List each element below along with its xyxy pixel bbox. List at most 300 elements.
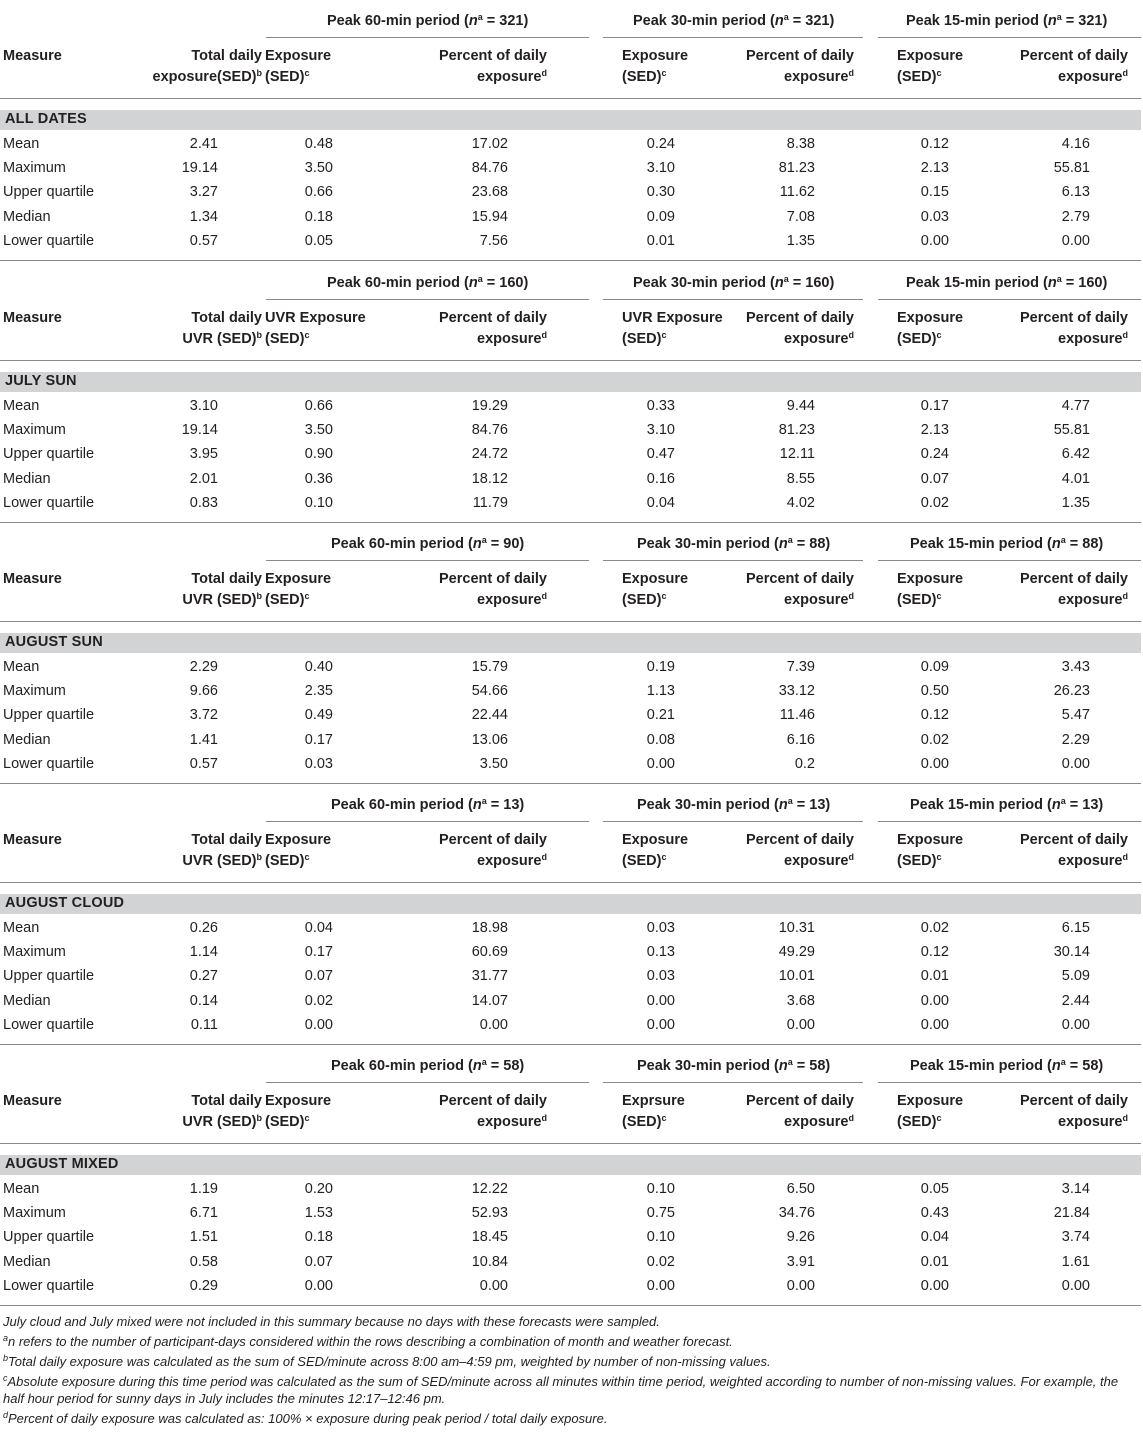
table-cell: 18.98 [471, 920, 508, 936]
table-cell: 0.36 [304, 470, 333, 487]
table-cell: 1.14 [189, 944, 218, 961]
text: ) [523, 275, 529, 291]
table-cell: 8.55 [786, 470, 815, 487]
text: (SED) [265, 592, 305, 608]
table-cell: 14.07 [471, 992, 508, 1009]
table-cell: 0.57 [189, 232, 218, 249]
text: exposure [784, 331, 849, 347]
table-cell: 0.90 [304, 446, 333, 463]
text: ) [1098, 1058, 1104, 1074]
text: exposure [784, 592, 849, 608]
table-cell: 0.66 [304, 398, 333, 414]
n-symbol: n [778, 797, 788, 813]
table-cell: 10.31 [778, 920, 815, 936]
table-cell: 0.00 [920, 992, 949, 1009]
text: ) [829, 13, 835, 29]
table-cell: 81.23 [778, 422, 815, 439]
text: ( [774, 797, 779, 813]
table-cell: 0.04 [920, 1229, 949, 1246]
table-cell: 0.02 [920, 920, 949, 936]
footnote-marker: c [936, 1113, 942, 1123]
row-label: Upper quartile [3, 707, 95, 724]
table-row [0, 919, 1141, 937]
header-rule [0, 98, 1141, 99]
text: ) [825, 536, 831, 552]
table-cell: 0.02 [304, 992, 333, 1009]
row-label: Median [3, 470, 51, 487]
row-label: Mean [3, 1181, 40, 1197]
table-cell: 1.61 [1061, 1253, 1090, 1270]
footnote-a [3, 1333, 733, 1350]
n-symbol: n [472, 536, 482, 552]
text: ( [468, 797, 473, 813]
footnote-marker: b [3, 1353, 9, 1363]
text: ) [1098, 797, 1104, 813]
table-cell: 2.35 [304, 683, 333, 700]
table-cell: 1.35 [786, 232, 815, 249]
text: July cloud and July mixed were not included in this summary because no days with these forecasts were sampled. [3, 1314, 660, 1329]
table-cell: 0.00 [646, 992, 675, 1009]
column-header-total [92, 830, 262, 872]
footnote-marker: d [1122, 852, 1128, 862]
text: (SED) [897, 853, 937, 869]
table-cell: 0.75 [646, 1205, 675, 1222]
text: Exposure [622, 571, 689, 587]
footnote-marker: c [661, 591, 667, 601]
text: Measure [3, 832, 62, 848]
table-cell: 0.10 [304, 494, 333, 511]
table-cell: 0.58 [189, 1253, 218, 1270]
text: UVR (SED) [182, 853, 257, 869]
table-cell: 6.42 [1061, 446, 1090, 463]
text: Absolute exposure during this time period was calculated as the sum of SED/minute across all minutes within time period, weighted according to number of non-missing values. For example, the half hour period for sunny days in July includes the minutes 12:17–12:46 pm. [3, 1374, 1119, 1406]
table-cell: 0.47 [646, 446, 675, 463]
table-cell: 3.68 [786, 992, 815, 1009]
footnote-marker: c [304, 330, 310, 340]
text: a [783, 12, 789, 22]
table-cell: 0.49 [304, 707, 333, 724]
column-header-percent-30 [684, 830, 854, 872]
footnote-marker: c [304, 852, 310, 862]
row-label: Upper quartile [3, 1229, 95, 1246]
text: UVR (SED) [182, 592, 257, 608]
footnote-marker: c [3, 1373, 8, 1383]
row-label: Maximum [3, 160, 66, 177]
table-cell: 1.41 [189, 731, 218, 748]
table-cell: 0.00 [920, 1016, 949, 1033]
section-title: ALL DATES [5, 111, 87, 127]
table-cell: 0.83 [189, 494, 218, 511]
table-cell: 7.39 [786, 659, 815, 675]
footnote-marker: c [304, 591, 310, 601]
text: ) [519, 536, 525, 552]
table-cell: 0.21 [646, 707, 675, 724]
footnote-marker: d [541, 591, 547, 601]
text: a [481, 1057, 487, 1067]
text: Peak 30-min period [633, 275, 766, 291]
span-rule [878, 37, 1141, 38]
text: (SED) [897, 592, 937, 608]
table-row [0, 1277, 1141, 1295]
table-row [0, 470, 1141, 488]
text: 321 [1078, 13, 1103, 29]
section-title: AUGUST MIXED [5, 1156, 119, 1172]
span-rule [603, 1082, 863, 1083]
section-rule [0, 783, 1141, 784]
table-cell: 6.16 [786, 731, 815, 748]
text: exposure [477, 1114, 542, 1130]
column-header-percent-30 [684, 1091, 854, 1133]
table-cell: 0.30 [646, 184, 675, 201]
table-cell: 0.00 [646, 1277, 675, 1294]
table-cell: 0.29 [189, 1277, 218, 1294]
text: = [1065, 797, 1083, 813]
n-symbol: n [1051, 1058, 1061, 1074]
table-cell: 84.76 [471, 160, 508, 177]
span-rule [603, 299, 863, 300]
table-note [3, 1313, 660, 1330]
column-header-measure [3, 308, 62, 329]
span-rule [878, 821, 1141, 822]
text: 321 [499, 13, 524, 29]
footnote-marker: d [1122, 591, 1128, 601]
table-cell: 6.13 [1061, 184, 1090, 201]
column-header-exposure-60 [265, 1091, 395, 1133]
table-cell: 23.68 [471, 184, 508, 201]
table-cell: 0.07 [304, 1253, 333, 1270]
table-cell: 2.13 [920, 422, 949, 439]
text: = [486, 536, 504, 552]
text: Percent of daily [746, 571, 854, 587]
table-cell: 8.38 [786, 136, 815, 152]
text: Percent of daily [439, 1093, 547, 1109]
text: a [787, 1057, 793, 1067]
text: Measure [3, 48, 62, 64]
text: Percent of daily exposure was calculated as: 100% × exposure during peak period / total daily exposure. [8, 1411, 608, 1426]
text: Percent of daily [746, 48, 854, 64]
footnote-marker: c [661, 852, 667, 862]
table-cell: 7.08 [786, 208, 815, 225]
column-header-percent-15 [958, 1091, 1128, 1133]
text: UVR Exposure [622, 310, 723, 326]
footnote-marker: c [936, 852, 942, 862]
table-row [0, 1016, 1141, 1034]
footnote-marker: c [661, 68, 667, 78]
table-cell: 19.29 [471, 398, 508, 414]
row-label: Median [3, 1253, 51, 1270]
table-cell: 2.79 [1061, 208, 1090, 225]
text: 13 [809, 797, 826, 813]
table-row [0, 1253, 1141, 1271]
row-label: Upper quartile [3, 446, 95, 463]
text: Percent of daily [746, 310, 854, 326]
table-cell: 0.03 [304, 755, 333, 772]
table-cell: 2.44 [1061, 992, 1090, 1009]
row-label: Lower quartile [3, 1277, 95, 1294]
text: Exposure [265, 832, 332, 848]
table-cell: 0.15 [920, 184, 949, 201]
text: exposure [1058, 1114, 1123, 1130]
text: 160 [499, 275, 524, 291]
column-header-total [92, 308, 262, 350]
footnote-marker: c [661, 330, 667, 340]
text: a [481, 535, 487, 545]
table-cell: 3.10 [189, 398, 218, 414]
span-rule [266, 821, 589, 822]
span-rule [266, 299, 589, 300]
text: Percent of daily [1020, 832, 1128, 848]
text: exposure [784, 1114, 849, 1130]
text: Percent of daily [1020, 310, 1128, 326]
footnote-marker: d [848, 330, 854, 340]
text: ( [1047, 797, 1052, 813]
table-cell: 3.43 [1061, 659, 1090, 675]
table-cell: 0.43 [920, 1205, 949, 1222]
header-rule [0, 882, 1141, 883]
column-header-percent-60 [377, 569, 547, 611]
table-cell: 0.01 [920, 1253, 949, 1270]
table-cell: 0.00 [1061, 1277, 1090, 1294]
text: (SED) [622, 331, 662, 347]
text: a [477, 274, 483, 284]
table-cell: 15.79 [471, 659, 508, 675]
text: Exposure [265, 571, 332, 587]
text: UVR Exposure [265, 310, 366, 326]
text: ( [1043, 275, 1048, 291]
text: Percent of daily [746, 832, 854, 848]
row-label: Upper quartile [3, 184, 95, 201]
footnote-marker: d [1122, 330, 1128, 340]
table-cell: 0.00 [479, 1016, 508, 1033]
table-cell: 0.00 [304, 1016, 333, 1033]
text: (SED) [897, 69, 937, 85]
footnote-marker: d [848, 1113, 854, 1123]
table-cell: 18.12 [471, 470, 508, 487]
table-cell: 0.17 [304, 944, 333, 961]
text: exposure(SED) [152, 69, 257, 85]
table-cell: 9.44 [786, 398, 815, 414]
text: Percent of daily [1020, 1093, 1128, 1109]
text: ( [468, 536, 473, 552]
text: a [787, 796, 793, 806]
footnote-marker: d [848, 852, 854, 862]
section-title: AUGUST SUN [5, 634, 103, 650]
table-cell: 10.84 [471, 1253, 508, 1270]
footnote-marker: c [661, 1113, 667, 1123]
table-cell: 0.18 [304, 1229, 333, 1246]
table-cell: 0.02 [920, 731, 949, 748]
peak-15-header [910, 536, 1103, 552]
column-header-percent-60 [377, 308, 547, 350]
table-cell: 3.10 [646, 160, 675, 177]
table-cell: 0.09 [920, 659, 949, 675]
text: exposure [1058, 853, 1123, 869]
footnote-marker: d [3, 1410, 9, 1420]
text: ) [825, 1058, 831, 1074]
column-header-total [92, 46, 262, 88]
column-header-exposure-60 [265, 830, 395, 872]
text: Exposure [897, 310, 964, 326]
peak-60-header [331, 536, 524, 552]
footnote-marker: c [936, 330, 942, 340]
span-rule [266, 37, 589, 38]
table-cell: 0.00 [1061, 232, 1090, 249]
peak-30-header [633, 13, 834, 29]
table-cell: 54.66 [471, 683, 508, 700]
n-symbol: n [468, 13, 478, 29]
text: Total daily [191, 832, 262, 848]
table-cell: 3.10 [646, 422, 675, 439]
n-symbol: n [472, 1058, 482, 1074]
text: Peak 15-min period [906, 13, 1039, 29]
text: = [486, 1058, 504, 1074]
table-cell: 0.05 [920, 1181, 949, 1197]
table-cell: 0.40 [304, 659, 333, 675]
table-cell: 0.10 [646, 1229, 675, 1246]
text: ( [774, 1058, 779, 1074]
table-cell: 1.34 [189, 208, 218, 225]
table-cell: 0.48 [304, 136, 333, 152]
n-symbol: n [774, 275, 784, 291]
text: = [792, 797, 810, 813]
text: Percent of daily [746, 1093, 854, 1109]
text: UVR (SED) [182, 331, 257, 347]
table-cell: 0.20 [304, 1181, 333, 1197]
text: (SED) [265, 853, 305, 869]
peak-30-header [637, 1058, 830, 1074]
section-title: JULY SUN [5, 373, 77, 389]
table-cell: 2.01 [189, 470, 218, 487]
row-label: Mean [3, 920, 40, 936]
text: Peak 15-min period [910, 797, 1043, 813]
text: Measure [3, 310, 62, 326]
section-band [0, 110, 1141, 130]
section-rule [0, 522, 1141, 523]
text: = [482, 13, 500, 29]
table-cell: 0.2 [794, 755, 815, 772]
table-cell: 0.05 [304, 232, 333, 249]
header-rule [0, 1143, 1141, 1144]
table-row [0, 183, 1141, 201]
footnote-marker: b [256, 330, 262, 340]
footnote-marker: b [256, 1113, 262, 1123]
table-row [0, 1228, 1141, 1246]
peak-15-header [906, 13, 1107, 29]
table-cell: 0.00 [786, 1277, 815, 1294]
column-header-percent-15 [958, 308, 1128, 350]
table-cell: 19.14 [181, 422, 218, 439]
text: 321 [805, 13, 830, 29]
footnote-b [3, 1353, 771, 1370]
footnote-marker: c [304, 68, 310, 78]
column-header-percent-60 [377, 46, 547, 88]
footnote-marker: b [256, 68, 262, 78]
table-cell: 0.26 [189, 920, 218, 936]
table-cell: 1.53 [304, 1205, 333, 1222]
peak-15-header [910, 797, 1103, 813]
table-cell: 0.17 [920, 398, 949, 414]
text: Exposure [897, 832, 964, 848]
table-cell: 0.18 [304, 208, 333, 225]
text: Measure [3, 571, 62, 587]
table-cell: 84.76 [471, 422, 508, 439]
table-cell: 9.26 [786, 1229, 815, 1246]
table-cell: 11.46 [779, 707, 815, 724]
table-row [0, 397, 1141, 415]
text: = [792, 536, 810, 552]
text: exposure [477, 69, 542, 85]
footnote-marker: d [541, 330, 547, 340]
table-cell: 6.50 [786, 1181, 815, 1197]
peak-60-header [327, 13, 528, 29]
text: a [477, 12, 483, 22]
footnote-marker: d [848, 68, 854, 78]
text: Exposure [622, 832, 689, 848]
text: 58 [503, 1058, 520, 1074]
text: exposure [784, 69, 849, 85]
table-row [0, 967, 1141, 985]
column-header-percent-60 [377, 830, 547, 872]
table-cell: 55.81 [1053, 160, 1090, 177]
n-symbol: n [468, 275, 478, 291]
span-rule [603, 37, 863, 38]
column-header-percent-15 [958, 46, 1128, 88]
table-cell: 0.08 [646, 731, 675, 748]
text: ( [464, 275, 469, 291]
n-symbol: n [1047, 13, 1057, 29]
table-row [0, 208, 1141, 226]
column-header-percent-30 [684, 569, 854, 611]
table-cell: 60.69 [471, 944, 508, 961]
table-row [0, 159, 1141, 177]
row-label: Lower quartile [3, 494, 95, 511]
footnote-marker: d [1122, 68, 1128, 78]
table-cell: 26.23 [1053, 683, 1090, 700]
text: Peak 30-min period [637, 536, 770, 552]
row-label: Mean [3, 136, 40, 152]
n-symbol: n [778, 536, 788, 552]
table-cell: 0.00 [920, 232, 949, 249]
table-cell: 4.01 [1061, 470, 1090, 487]
column-header-percent-30 [684, 308, 854, 350]
table-cell: 30.14 [1053, 944, 1090, 961]
text: = [1065, 1058, 1083, 1074]
text: = [482, 275, 500, 291]
text: Exposure [265, 1093, 332, 1109]
column-header-measure [3, 1091, 62, 1112]
text: (SED) [622, 853, 662, 869]
table-cell: 52.93 [471, 1205, 508, 1222]
table-row [0, 658, 1141, 676]
text: 88 [1082, 536, 1099, 552]
table-cell: 55.81 [1053, 422, 1090, 439]
table-cell: 81.23 [778, 160, 815, 177]
peak-30-header [637, 797, 830, 813]
table-cell: 31.77 [471, 968, 508, 985]
text: Percent of daily [439, 832, 547, 848]
text: ) [523, 13, 529, 29]
text: exposure [477, 853, 542, 869]
table-cell: 6.71 [189, 1205, 218, 1222]
table-row [0, 706, 1141, 724]
table-cell: 3.91 [786, 1253, 815, 1270]
text: = [788, 275, 806, 291]
text: Peak 30-min period [637, 1058, 770, 1074]
table-cell: 21.84 [1053, 1205, 1090, 1222]
footnote-marker: c [936, 68, 942, 78]
table-cell: 0.04 [304, 920, 333, 936]
peak-60-header [331, 797, 524, 813]
